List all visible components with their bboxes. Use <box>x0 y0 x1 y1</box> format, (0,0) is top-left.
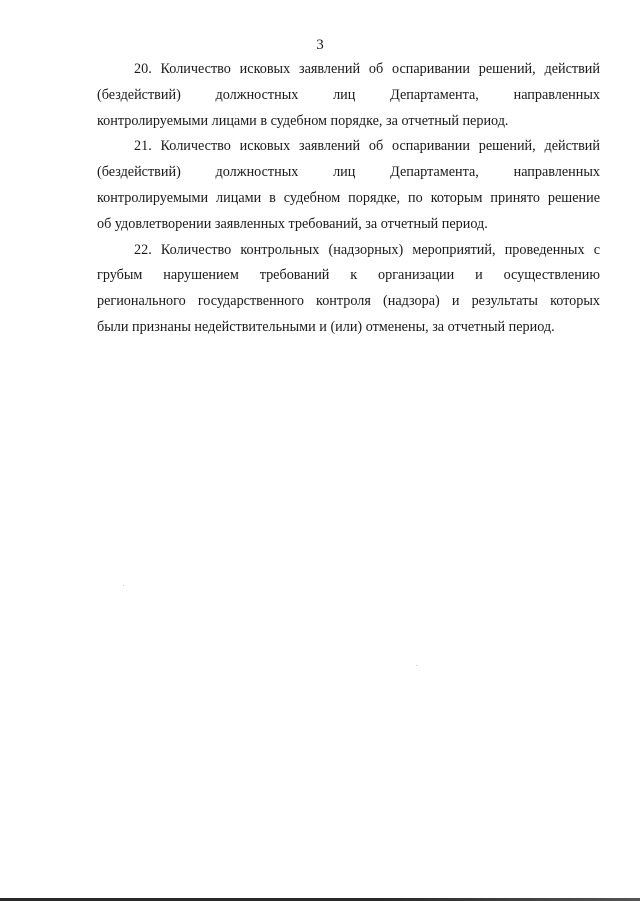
scan-speck <box>416 665 417 666</box>
paragraph-22 <box>97 238 600 341</box>
paragraph-20 <box>97 57 600 134</box>
document-body <box>97 57 600 341</box>
paragraph-line: 21. Количество исковых заявлений об оспаривании решений, действий <box>134 138 600 155</box>
paragraph-line: регионального государственного контроля (надзора) и результаты которых <box>97 293 600 310</box>
paragraph-line: были признаны недействительными и (или) отменены, за отчетный период. <box>97 318 555 335</box>
scan-speck <box>123 585 124 586</box>
paragraph-line: грубым нарушением требований к организации и осуществлению <box>97 267 600 284</box>
paragraph-line: 22. Количество контрольных (надзорных) мероприятий, проведенных с <box>134 241 600 258</box>
paragraph-line: (бездействий) должностных лиц Департамента, направленных <box>97 86 600 103</box>
paragraph-line: (бездействий) должностных лиц Департамента, направленных <box>97 164 600 181</box>
paragraph-line: об удовлетворении заявленных требований, за отчетный период. <box>97 215 488 232</box>
paragraph-21 <box>97 134 600 237</box>
paragraph-line: контролируемыми лицами в судебном порядке, по которым принято решение <box>97 189 600 206</box>
page-number: 3 <box>316 37 324 53</box>
paragraph-line: контролируемыми лицами в судебном порядке, за отчетный период. <box>97 112 509 129</box>
paragraph-line: 20. Количество исковых заявлений об оспаривании решений, действий <box>134 61 600 77</box>
